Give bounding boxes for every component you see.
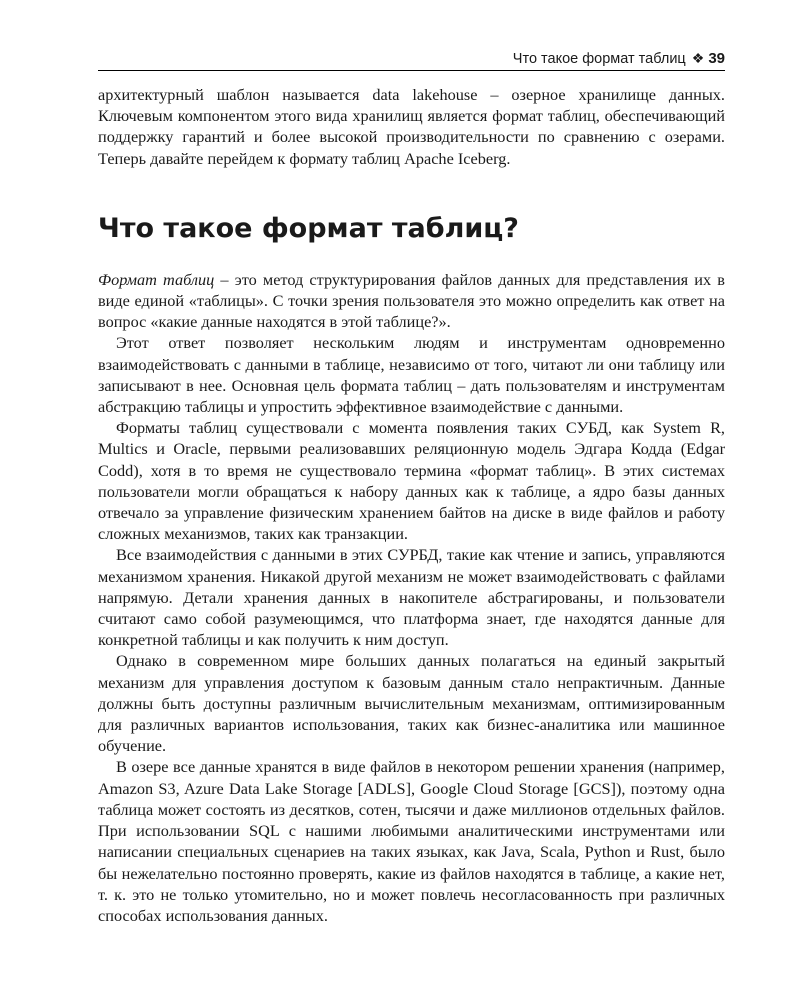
body-paragraph: В озере все данные хранятся в виде файлов в некотором решении хранения (например, Amazon S3, Azure Data Lake Storage [ADLS], Google Cloud Storage [GCS]), поэтому одна таблица может состоять из десятков, сотен, тысячи и даже миллионов отдельных файлов. При использовании SQL с нашими любимыми аналитическими инструментами или написании специальных сценариев на таких языках, как Java, Scala, Python и Rust, было бы нежелательно постоянно проверять, какие из файлов находятся в таблице, а какие нет, т. к. это не только утомительно, но и может повлечь несогласованность при различных способах использования данных.: [98, 757, 725, 925]
intro-paragraph: архитектурный шаблон называется data lakehouse – озерное хранилище данных. Ключевым компонентом этого вида хранилищ является формат таблиц, обеспечивающий поддержку гарантий и более высокой производительности по сравнению с озерами. Теперь давайте перейдем к формату таблиц Apache Iceberg.: [98, 85, 725, 168]
page-body: [98, 84, 725, 926]
header-text: [513, 50, 725, 67]
diamond-ornament-icon: ❖: [691, 50, 705, 66]
body-paragraph: Этот ответ позволяет нескольким людям и инструментам одновременно взаимодействовать с данными в таблице, независимо от того, читают ли они таблицу или записывают в нее. Основная цель формата таблиц – дать пользователям и инструментам абстракцию таблицы и упростить эффективное взаимодействие с данными.: [98, 333, 725, 417]
body-paragraph: Однако в современном мире больших данных полагаться на единый закрытый механизм для управления доступом к базовым данным стало непрактичным. Данные должны быть доступны различным вычислительным механизмам, оптимизированным для различных вариантов использования, таких как бизнес-аналитика или машинное обучение.: [98, 651, 725, 756]
definition-text: – это метод структурирования файлов данных для представления их в виде единой «таблицы». С точки зрения пользователя это можно определить как ответ на вопрос «какие данные находятся в этой таблице?».: [98, 269, 725, 332]
body-paragraph: Форматы таблиц существовали с момента появления таких СУБД, как System R, Multics и Oracle, первыми реализовавших реляционную модель Эдгара Кодда (Edgar Codd), хотя в то время не существовало термина «формат таблиц». В этих системах пользователи могли обращаться к набору данных как к таблице, а ядро базы данных отвечало за управление физическим хранением байтов на диске в виде файлов и работу сложных механизмов, таких как транзакции.: [98, 418, 725, 544]
definition-paragraph: [98, 269, 725, 333]
running-title: Что такое формат таблиц: [512, 51, 686, 67]
body-paragraph: Все взаимодействия с данными в этих СУРБД, такие как чтение и запись, управляются механизмом хранения. Никакой другой механизм не может взаимодействовать с файлами напрямую. Детали хранения данных в накопителе абстрагированы, и пользователи считают само собой разумеющимся, что платформа знает, где находятся данные для конкретной таблицы и как получить к ним доступ.: [98, 545, 725, 650]
section-heading: Что такое формат таблиц?: [98, 212, 519, 244]
running-header: [98, 48, 725, 71]
page-number: 39: [708, 50, 725, 67]
defined-term: Формат таблиц: [98, 269, 215, 289]
